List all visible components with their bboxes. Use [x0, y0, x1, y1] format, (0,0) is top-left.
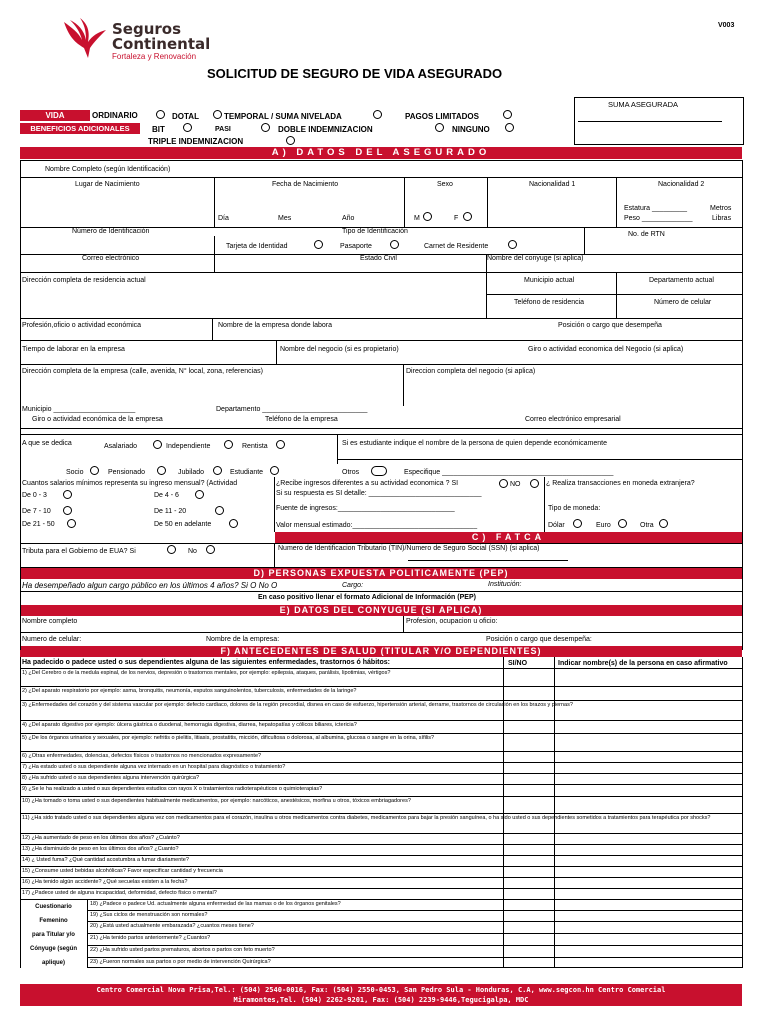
plan-pagos: PAGOS LIMITADOS	[405, 112, 479, 121]
question-row	[20, 773, 742, 784]
triple-radio[interactable]	[286, 136, 295, 145]
label-e-cargo: Posición o cargo que desempeña:	[486, 636, 592, 643]
plan-vida-label: VIDA	[45, 111, 65, 120]
question-row	[20, 833, 742, 844]
section-f-title: F) ANTECEDENTES DE SALUD (TITULAR Y/O DEPENDIENTES)	[220, 646, 542, 656]
plan-bit: BIT	[152, 125, 165, 134]
question-row	[20, 720, 742, 733]
label-negocio: Nombre del negocio (si es propietario)	[280, 346, 399, 353]
label-correo-emp: Correo electrónico empresarial	[525, 416, 621, 423]
sexo-f-radio[interactable]	[463, 212, 472, 221]
suma-label: SUMA ASEGURADA	[608, 100, 679, 109]
carnet-radio[interactable]	[508, 240, 517, 249]
range-0-3: De 0 - 3	[22, 492, 47, 499]
footer-line-1: Centro Comercial Nova Prisa,Tel.: (504) 2540-0016, Fax: (504) 2550-0453, San Pedro Sula - Honduras, C.A, www.segcon.hn Centro Comercial	[96, 986, 666, 994]
label-dedica: A que se dedica	[22, 440, 72, 447]
pasaporte-radio[interactable]	[390, 240, 399, 249]
label-f: F	[454, 215, 459, 222]
label-dep-emp: Departamento ___________________________	[216, 406, 368, 413]
label-pep-nota: En caso positivo llenar el formato Adicional de Información (PEP)	[258, 594, 476, 601]
label-valor: Valor mensual estimado:________________________________	[276, 522, 478, 529]
label-nombre: Nombre Completo (según Identificación)	[45, 166, 171, 173]
question-17: 17) ¿Padece usted de alguna incapacidad, deformidad, defecto físico o mental?	[22, 890, 217, 896]
label-e-celular: Numero de celular:	[22, 636, 82, 643]
label-independiente: Independiente	[166, 443, 211, 450]
range-11-20: De 11 - 20	[154, 508, 187, 515]
question-15: 15) ¿Consume usted bebidas alcohólicas? Favor especificar cantidad y frecuencia	[22, 868, 223, 874]
label-pep-inst: Institución:	[488, 581, 522, 588]
question-row	[88, 921, 742, 933]
question-18: 18) ¿Padece o padece Ud. actualmente alguna enfermedad de las mamas o de los órganos genitales?	[90, 901, 341, 907]
label-ingresos-q: ¿Recibe ingresos diferentes a su actividad economica ? SI	[276, 480, 459, 487]
label-civil: Estado Civil	[360, 255, 397, 262]
pasi-radio[interactable]	[261, 123, 270, 132]
label-moneda-q: ¿ Realiza transacciones en moneda extranjera?	[546, 480, 695, 487]
brand-line1: Seguros	[112, 20, 182, 38]
question-12: 12) ¿Ha aumentado de peso en los últimos dos años? ¿Cuánto?	[22, 835, 180, 841]
section-a-header	[20, 147, 742, 159]
dolar-radio[interactable]	[573, 519, 582, 528]
label-direccion: Dirección completa de residencia actual	[22, 277, 146, 284]
question-4: 4) ¿Del aparato digestivo por ejemplo: úlcera gástrica o duodenal, hemorragia digestiva, diarrea, hepatopatías y cólicos biliares, ictericia?	[22, 722, 357, 728]
footer-bar	[20, 984, 742, 1006]
label-tin: Numero de Identificacion Tributario (TIN)/Numero de Seguro Social (SSN) (si aplica)	[278, 545, 540, 552]
label-lugar: Lugar de Nacimiento	[75, 181, 140, 188]
label-estatura: Estatura _________	[624, 205, 688, 212]
question-row	[20, 784, 742, 796]
label-otros: Otros	[342, 469, 360, 476]
label-telres: Teléfono de residencia	[514, 299, 585, 306]
suma-line[interactable]	[578, 121, 722, 122]
otros-radio[interactable]	[371, 466, 387, 476]
label-ingresos-no: NO	[510, 481, 521, 488]
label-profesion: Profesión,oficio o actividad económica	[22, 322, 142, 329]
question-8: 8) ¿Ha sufrido usted o sus dependientes alguna intervención quirúrgica?	[22, 775, 200, 781]
label-tipoid: Tipo de Identificación	[342, 228, 408, 235]
page-title: SOLICITUD DE SEGURO DE VIDA ASEGURADO	[207, 66, 503, 81]
range-50-plus: De 50 en adelante	[154, 521, 212, 528]
ordinario-radio[interactable]	[156, 110, 165, 119]
question-20: 20) ¿Está usted actualmente embarazada? ¿cuantos meses tiene?	[90, 923, 254, 929]
question-7: 7) ¿Ha estado usted o sus dependiente alguna vez internado en un hospital para diagnóstico o tratamiento?	[22, 764, 286, 770]
label-tel-emp: Teléfono de la empresa	[265, 416, 338, 423]
plan-temporal: TEMPORAL / SUMA NIVELADA	[224, 112, 342, 121]
label-tipo-moneda: Tipo de moneda:	[548, 505, 601, 512]
label-cargo: Posición o cargo que desempeña	[558, 322, 662, 329]
range-7-10-radio[interactable]	[63, 506, 72, 515]
question-row	[20, 844, 742, 855]
tarjeta-radio[interactable]	[314, 240, 323, 249]
question-21: 21) ¿Ha tenido partos anteriormente? ¿Cuantos?	[90, 935, 211, 941]
range-4-6-radio[interactable]	[195, 490, 204, 499]
label-rtn: No. de RTN	[628, 231, 665, 238]
plan-beneficios-box	[20, 123, 140, 134]
range-4-6: De 4 - 6	[154, 492, 179, 499]
question-13: 13) ¿Ha disminuido de peso en los últimos dos años? ¿Cuanto?	[22, 846, 179, 852]
ingresos-no-radio[interactable]	[530, 479, 539, 488]
label-detalle: Si su respuesta es SI detalle: _____________________________	[276, 490, 482, 497]
range-21-50: De 21 - 50	[22, 521, 55, 528]
otra-radio[interactable]	[659, 519, 668, 528]
section-a-title: A) DATOS DEL ASEGURADO	[271, 147, 491, 158]
label-estudiante-q: Si es estudiante indique el nombre de la persona de quien depende económicamente	[342, 440, 608, 447]
question-9: 9) ¿Se le ha realizado a usted o sus dependientes estudios con rayos X o tratamientos radioterapéuticos o quimioterapias?	[22, 786, 323, 792]
label-pensionado: Pensionado	[108, 469, 145, 476]
section-d-header	[20, 568, 742, 579]
label-f-header-q: Ha padecido o padece usted o sus dependientes alguna de las siguientes enfermedades, trastornos ó hábitos:	[22, 659, 390, 666]
label-dir-emp: Dirección completa de la empresa (calle, avenida, N° local, zona, referencias)	[22, 368, 263, 375]
question-row	[20, 686, 742, 700]
range-0-3-radio[interactable]	[63, 490, 72, 499]
question-row	[20, 877, 742, 888]
section-e-header	[20, 605, 742, 616]
label-dolar: Dólar	[548, 522, 565, 529]
ninguno-radio[interactable]	[505, 123, 514, 132]
label-tiempo: Tiempo de laborar en la empresa	[22, 346, 125, 353]
cuestionario-femenino-block	[20, 899, 88, 968]
label-sexo: Sexo	[437, 181, 453, 188]
question-19: 19) ¿Sus ciclos de menstruación son normales?	[90, 912, 208, 918]
doble-radio[interactable]	[435, 123, 444, 132]
question-row	[20, 700, 742, 720]
label-nac1: Nacionalidad 1	[529, 181, 576, 188]
plan-ordinario: ORDINARIO	[92, 111, 138, 120]
question-row	[88, 910, 742, 921]
question-row	[88, 945, 742, 957]
label-tarjeta: Tarjeta de Identidad	[226, 243, 288, 250]
label-fecha: Fecha de Nacimiento	[272, 181, 339, 188]
dotal-radio[interactable]	[213, 110, 222, 119]
form-code: V003	[718, 22, 735, 29]
euro-radio[interactable]	[618, 519, 627, 528]
question-row	[20, 762, 742, 773]
question-2: 2) ¿Del aparato respiratorio por ejemplo: asma, bronquitis, neumonía, esputos sanguinolentos, tuberculosis, enfermedades de la laringe?	[22, 688, 357, 694]
cuest-line-3: para Titular y/o	[32, 932, 75, 938]
brand-tagline: Fortaleza y Renovación	[112, 52, 197, 61]
tributa-si-radio[interactable]	[167, 545, 176, 554]
label-nac2: Nacionalidad 2	[658, 181, 705, 188]
label-pep-cargo: Cargo:	[342, 582, 364, 589]
range-50-plus-radio[interactable]	[229, 519, 238, 528]
question-1: 1) ¿Del Cerebro o de la medula espinal, de los nervios, depresión o trastornos mentales, por ejemplo: epilepsia, ataques, parálisis, lipotimias, vértigos?	[22, 670, 391, 676]
ingresos-si-radio[interactable]	[499, 479, 508, 488]
label-otra: Otra	[640, 522, 654, 529]
label-jubilado: Jubilado	[178, 469, 205, 476]
cuest-line-4: Cónyuge (según	[29, 946, 77, 952]
tin-line[interactable]	[408, 560, 568, 561]
question-row	[20, 866, 742, 877]
question-23: 23) ¿Fueron normales sus partos o por medio de intervención Quirúrgica?	[90, 959, 271, 965]
section-e-title: E) DATOS DEL CONYUGUE (SI APLICA)	[279, 605, 483, 615]
label-carnet: Carnet de Residente	[424, 243, 489, 250]
question-5: 5) ¿De los órganos urinarios y sexuales, por ejemplo: nefritis o pielitis, litiasis, prostatitis, micción, dificultosa o dolorosa, al albumina, glucosa o sangre en la orina, sífilis?	[22, 735, 435, 741]
label-pasaporte: Pasaporte	[340, 243, 372, 250]
question-row	[20, 796, 742, 813]
label-empresa: Nombre de la empresa donde labora	[218, 322, 333, 329]
jubilado-radio[interactable]	[213, 466, 222, 475]
label-numid: Número de Identificación	[72, 228, 150, 235]
label-depto: Departamento actual	[649, 277, 714, 284]
socio-radio[interactable]	[90, 466, 99, 475]
label-mes: Mes	[278, 215, 292, 222]
label-dia: Día	[218, 215, 229, 222]
section-f-header	[20, 646, 742, 657]
range-21-50-radio[interactable]	[67, 519, 76, 528]
label-asalariado: Asalariado	[104, 443, 138, 450]
question-6: 6) ¿Otras enfermedades, dolencias, defectos físicos o trastornos no mencionados expresamente?	[22, 753, 262, 759]
label-peso: Peso _____________	[624, 215, 693, 222]
tributa-no-radio[interactable]	[206, 545, 215, 554]
pagos-radio[interactable]	[503, 110, 512, 119]
cuest-line-2: Femenino	[39, 918, 68, 924]
question-row	[20, 668, 742, 686]
pensionado-radio[interactable]	[157, 466, 166, 475]
temporal-radio[interactable]	[373, 110, 382, 119]
label-e-nombre: Nombre completo	[22, 618, 78, 625]
question-11: 11) ¿Ha sido tratado usted o sus dependientes alguna vez con medicamentos para el corazón, insulina u otros medicamentos contra diabetes, medicamentos para bajar la presión sanguínea, o ha sido usted o sus dependientes sometidos a tratamientos para terapéutica por shocks?	[22, 815, 711, 821]
cuest-line-5: aplique)	[41, 960, 65, 966]
range-11-20-radio[interactable]	[215, 506, 224, 515]
label-sino: SI/NO	[508, 660, 528, 667]
question-22: 22) ¿Ha sufrido usted partos prematuros, abortos o partos con feto muerto?	[90, 947, 275, 953]
section-d-title: D) PERSONAS EXPUESTA POLITICAMENTE (PEP)	[253, 568, 509, 578]
question-row	[88, 933, 742, 945]
plan-doble: DOBLE INDEMNIZACION	[278, 125, 373, 134]
question-row	[20, 888, 742, 899]
label-salario-q: Cuantos salarios mínimos representa su ingreso mensual? (Actividad	[22, 480, 238, 487]
label-especifique: Especifique ____________________________________________	[404, 469, 614, 476]
question-row	[20, 813, 742, 833]
label-conyuge: Nombre del conyuge (si aplica)	[487, 255, 584, 262]
label-dir-neg: Direccion completa del negocio (si aplica)	[406, 368, 536, 375]
plan-vida-box	[20, 110, 90, 121]
section-c-header	[275, 532, 742, 543]
question-row	[20, 751, 742, 762]
question-row	[88, 899, 742, 910]
question-row	[20, 733, 742, 751]
label-giro-emp: Giro o actividad económica de la empresa	[32, 416, 163, 423]
plan-dotal: DOTAL	[172, 112, 199, 121]
label-socio: Socio	[66, 469, 84, 476]
label-metros: Metros	[710, 205, 732, 212]
question-row	[20, 855, 742, 866]
plan-triple: TRIPLE INDEMNIZACION	[148, 137, 244, 146]
footer-line-2: Miramontes,Tel. (504) 2262-9201, Fax: (504) 2239-9446,Tegucigalpa, MDC	[233, 996, 529, 1004]
label-tributa-no: No	[188, 548, 197, 555]
phoenix-logo-icon	[62, 18, 108, 60]
sexo-m-radio[interactable]	[423, 212, 432, 221]
label-anio: Año	[342, 215, 355, 222]
question-14: 14) ¿ Usted fuma? ¿Qué cantidad acostumbra a fumar diariamente?	[22, 857, 189, 863]
label-rentista: Rentista	[242, 443, 268, 450]
label-indicar: Indicar nombre(s) de la persona en caso afirmativo	[558, 660, 728, 667]
plan-pasi: PASI	[215, 126, 231, 133]
label-celular: Número de celular	[654, 299, 712, 306]
label-euro: Euro	[596, 522, 611, 529]
label-correo: Correo electrónico	[82, 255, 140, 262]
cuest-line-1: Cuestionario	[35, 904, 72, 910]
question-16: 16) ¿Ha tenido algún accidente? ¿Qué secuelas existen a la fecha?	[22, 879, 188, 885]
range-7-10: De 7 - 10	[22, 508, 51, 515]
section-c-title: C) FATCA	[471, 532, 546, 542]
brand-line2: Continental	[112, 35, 211, 53]
bit-radio[interactable]	[183, 123, 192, 132]
estudiante-radio[interactable]	[270, 466, 279, 475]
rentista-radio[interactable]	[276, 440, 285, 449]
plan-beneficios-label: BENEFICIOS ADICIONALES	[30, 124, 130, 133]
plan-ninguno: NINGUNO	[452, 125, 490, 134]
label-libras: Libras	[712, 215, 732, 222]
label-estudiante: Estudiante	[230, 469, 264, 476]
label-e-profesion: Profesion, ocupacion u oficio:	[406, 618, 498, 625]
question-10: 10) ¿Ha tomado o toma usted o sus dependientes habitualmente medicamentos, por ejemplo: narcóticos, anestésicos, morfina u otros, tóxicos embriagadores?	[22, 798, 411, 804]
label-tributa: Tributa para el Gobierno de EUA? Si	[22, 548, 136, 555]
label-e-empresa: Nombre de la empresa:	[206, 636, 280, 643]
question-3: 3) ¿Enfermedades del corazón y del sistema vascular por ejemplo: defecto cardiaco, dolores de la región precordial, disnea en caso de esfuerzo, hipertensión arterial, derrame, trastornos de circulación en los brazos y piernas?	[22, 702, 573, 708]
question-row	[88, 957, 742, 968]
asalariado-radio[interactable]	[153, 440, 162, 449]
independiente-radio[interactable]	[224, 440, 233, 449]
label-m: M	[414, 215, 420, 222]
label-giro-neg: Giro o actividad economica del Negocio (si aplica)	[528, 346, 684, 353]
label-municipio: Municipio actual	[524, 277, 575, 284]
label-mun-emp: Municipio _____________________	[22, 406, 136, 413]
label-pep-q: Ha desempeñado algun cargo público en los últimos 4 años? Si O No O	[22, 581, 278, 590]
label-fuente: Fuente de ingresos:______________________________	[276, 505, 455, 512]
